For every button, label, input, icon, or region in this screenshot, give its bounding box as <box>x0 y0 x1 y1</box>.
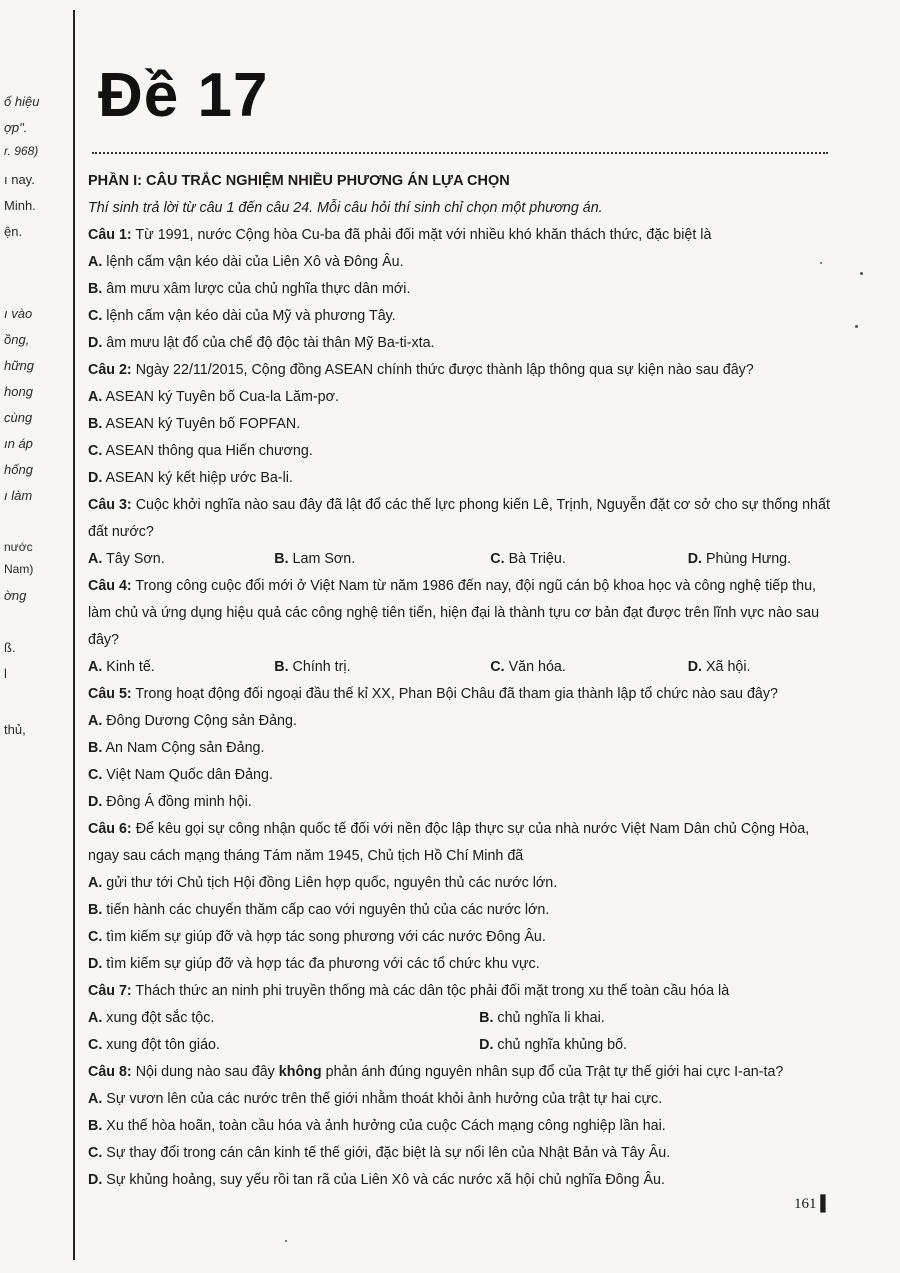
question-label: Câu 7: <box>88 983 132 999</box>
question-label: Câu 6: <box>88 821 132 837</box>
option-letter: B. <box>274 659 289 675</box>
question-text: Cuộc khởi nghĩa nào sau đây đã lật đổ các thế lực phong kiến Lê, Trịnh, Nguyễn đặt cơ sở cho sự thống nhất đất nước? <box>88 497 830 540</box>
option-text: Tây Sơn. <box>106 551 165 567</box>
option-text: Xu thế hòa hoãn, toàn cầu hóa và ảnh hưởng của cuộc Cách mạng công nghiệp lần hai. <box>106 1118 666 1134</box>
option-3c <box>490 546 687 573</box>
option-7b <box>479 1005 605 1032</box>
option-8d <box>88 1167 833 1194</box>
option-text: gửi thư tới Chủ tịch Hội đồng Liên hợp quốc, nguyên thủ các nước lớn. <box>106 875 558 891</box>
option-3b <box>274 546 490 573</box>
margin-fragment: thủ, <box>4 722 26 737</box>
instruction-text: Thí sinh trả lời từ câu 1 đến câu 24. Mỗi câu hỏi thí sinh chỉ chọn một phương án. <box>88 200 603 216</box>
option-letter: D. <box>88 470 103 486</box>
option-5a <box>88 708 833 735</box>
question-text: Ngày 22/11/2015, Cộng đồng ASEAN chính thức được thành lập thông qua sự kiện nào sau đây? <box>135 362 754 378</box>
option-letter: A. <box>88 1010 103 1026</box>
option-text: Sự vươn lên của các nước trên thế giới nhằm thoát khỏi ảnh hưởng của trật tự hai cực. <box>106 1091 663 1107</box>
option-text: âm mưu lật đổ của chế độ độc tài thân Mỹ Ba-ti-xta. <box>106 335 435 351</box>
option-6b <box>88 897 833 924</box>
option-text: Lam Sơn. <box>292 551 356 567</box>
option-text: tiến hành các chuyến thăm cấp cao với nguyên thủ của các nước lớn. <box>106 902 550 918</box>
option-3a <box>88 546 274 573</box>
option-letter: C. <box>490 551 505 567</box>
scan-speck <box>855 325 858 328</box>
left-margin-fragments <box>0 0 70 1273</box>
option-5b <box>88 735 833 762</box>
option-letter: C. <box>88 929 103 945</box>
margin-fragment: hững <box>4 358 34 373</box>
option-7c <box>88 1032 479 1059</box>
option-letter: A. <box>88 659 103 675</box>
option-text: xung đột sắc tộc. <box>106 1010 215 1026</box>
margin-fragment: ờng <box>4 588 27 603</box>
option-letter: D. <box>687 551 703 567</box>
question-text-before: Nội dung nào sau đây <box>135 1064 279 1080</box>
option-6a <box>88 870 833 897</box>
option-text: Xã hội. <box>706 659 751 675</box>
option-text: xung đột tôn giáo. <box>106 1037 220 1053</box>
question-5 <box>88 681 833 708</box>
margin-fragment: ı vào <box>4 306 33 321</box>
option-text: Sự khủng hoảng, suy yếu rồi tan rã của Liên Xô và các nước xã hội chủ nghĩa Đông Âu. <box>106 1172 665 1188</box>
option-letter: D. <box>479 1037 494 1053</box>
option-2b <box>88 411 833 438</box>
question-4 <box>88 573 833 654</box>
option-text: lệnh cấm vận kéo dài của Liên Xô và Đông Âu. <box>106 254 404 270</box>
option-letter: C. <box>88 308 103 324</box>
option-6d <box>88 951 833 978</box>
option-text: Việt Nam Quốc dân Đảng. <box>106 767 273 783</box>
option-text: Văn hóa. <box>508 659 566 675</box>
margin-fragment: hống <box>4 462 33 477</box>
option-text: chủ nghĩa khủng bố. <box>497 1037 627 1053</box>
margin-rule <box>73 10 75 1260</box>
option-letter: B. <box>88 902 103 918</box>
option-text: Đông Dương Cộng sản Đảng. <box>106 713 297 729</box>
option-text: Chính trị. <box>292 659 351 675</box>
option-text: lệnh cấm vận kéo dài của Mỹ và phương Tây. <box>106 308 396 324</box>
question-label: Câu 4: <box>88 578 132 594</box>
option-letter: C. <box>88 1037 103 1053</box>
question-1 <box>88 222 833 249</box>
option-1d <box>88 330 833 357</box>
margin-fragment: ın áp <box>4 436 33 451</box>
margin-fragment: ı làm <box>4 488 33 503</box>
question-label: Câu 3: <box>88 497 132 513</box>
question-2 <box>88 357 833 384</box>
option-text: An Nam Cộng sản Đảng. <box>105 740 265 756</box>
question-label: Câu 8: <box>88 1064 132 1080</box>
option-letter: B. <box>88 416 103 432</box>
margin-fragment: ı nay. <box>4 172 35 187</box>
question-emphasis: không <box>278 1064 322 1080</box>
margin-fragment: ß. <box>4 640 16 655</box>
question-6 <box>88 816 833 870</box>
margin-fragment: ợp". <box>4 120 28 135</box>
option-4b <box>274 654 490 681</box>
dotted-divider <box>92 152 828 154</box>
margin-fragment: l <box>4 666 7 681</box>
scan-speck <box>285 1240 287 1242</box>
option-text: ASEAN thông qua Hiến chương. <box>105 443 313 459</box>
option-text: Kinh tế. <box>106 659 155 675</box>
question-text-after: phản ánh đúng nguyên nhân sụp đổ của Trật tự thế giới hai cực I-an-ta? <box>321 1064 784 1080</box>
option-1c <box>88 303 833 330</box>
margin-fragment: ện. <box>4 224 23 239</box>
option-text: Sự thay đổi trong cán cân kinh tế thế giới, đặc biệt là sự nổi lên của Nhật Bản và Tây Âu. <box>106 1145 671 1161</box>
question-text: Thách thức an ninh phi truyền thống mà các dân tộc phải đối mặt trong xu thế toàn cầu hóa là <box>135 983 730 999</box>
scan-speck <box>860 272 863 275</box>
question-text: Để kêu gọi sự công nhận quốc tế đối với nền độc lập thực sự của nhà nước Việt Nam Dân chủ Cộng Hòa, ngay sau cách mạng tháng Tám năm 1945, Chủ tịch Hồ Chí Minh đã <box>88 821 810 864</box>
option-letter: B. <box>274 551 289 567</box>
option-7d <box>479 1032 627 1059</box>
option-letter: A. <box>88 389 103 405</box>
option-text: Bà Triệu. <box>508 551 566 567</box>
margin-fragment: Minh. <box>4 198 36 213</box>
option-text: ASEAN ký Tuyên bố Cua-la Lăm-pơ. <box>105 389 339 405</box>
option-5d <box>88 789 833 816</box>
question-text: Từ 1991, nước Cộng hòa Cu-ba đã phải đối mặt với nhiều khó khăn thách thức, đặc biệt là <box>135 227 712 243</box>
option-letter: A. <box>88 875 103 891</box>
option-letter: B. <box>88 1118 103 1134</box>
option-letter: B. <box>88 281 103 297</box>
scan-speck <box>820 262 822 264</box>
options-row-7a <box>88 1005 833 1032</box>
question-text: Trong hoạt động đối ngoại đầu thế kỉ XX, Phan Bội Châu đã tham gia thành lập tổ chức nào sau đây? <box>135 686 778 702</box>
option-letter: C. <box>88 767 103 783</box>
option-8a <box>88 1086 833 1113</box>
option-letter: C. <box>490 659 505 675</box>
margin-fragment: nước <box>4 540 33 554</box>
question-label: Câu 1: <box>88 227 132 243</box>
option-text: tìm kiếm sự giúp đỡ và hợp tác song phương với các nước Đông Âu. <box>106 929 546 945</box>
question-label: Câu 2: <box>88 362 132 378</box>
option-letter: D. <box>88 794 103 810</box>
option-letter: B. <box>88 740 103 756</box>
option-text: âm mưu xâm lược của chủ nghĩa thực dân mới. <box>106 281 411 297</box>
option-8b <box>88 1113 833 1140</box>
section-title: PHẦN I: CÂU TRẮC NGHIỆM NHIỀU PHƯƠNG ÁN LỰA CHỌN <box>88 173 510 189</box>
option-letter: D. <box>687 659 703 675</box>
margin-fragment: hong <box>4 384 33 399</box>
option-letter: B. <box>479 1010 494 1026</box>
option-text: chủ nghĩa li khai. <box>497 1010 605 1026</box>
option-1a <box>88 249 833 276</box>
margin-fragment: cùng <box>4 410 33 425</box>
option-2a <box>88 384 833 411</box>
options-row-3 <box>88 546 833 573</box>
options-row-4 <box>88 654 833 681</box>
option-3d <box>688 546 791 573</box>
option-letter: A. <box>88 254 103 270</box>
question-3 <box>88 492 833 546</box>
option-letter: A. <box>88 551 103 567</box>
question-text: Trong công cuộc đổi mới ở Việt Nam từ năm 1986 đến nay, đội ngũ cán bộ khoa học và công nghệ tiếp thu, làm chủ và ứng dụng hiệu quả các công nghệ tiên tiến, hiện đại là thành tựu cơ bản đạt được trên lĩnh vực nào sau đây? <box>88 578 820 648</box>
option-8c <box>88 1140 833 1167</box>
option-text: tìm kiếm sự giúp đỡ và hợp tác đa phương với các tổ chức khu vực. <box>106 956 540 972</box>
option-1b <box>88 276 833 303</box>
question-label: Câu 5: <box>88 686 132 702</box>
option-letter: C. <box>88 1145 103 1161</box>
page-number: 161 ▌ <box>794 1196 831 1212</box>
options-row-7b <box>88 1032 833 1059</box>
option-4d <box>688 654 751 681</box>
margin-fragment: Nam) <box>4 562 34 576</box>
option-text: Phùng Hưng. <box>706 551 792 567</box>
option-letter: D. <box>88 956 103 972</box>
question-7 <box>88 978 833 1005</box>
option-letter: D. <box>88 335 103 351</box>
page-number-text: 161 <box>794 1196 817 1212</box>
option-text: ASEAN ký kết hiệp ước Ba-li. <box>105 470 293 486</box>
option-letter: D. <box>88 1172 103 1188</box>
question-8 <box>88 1059 833 1086</box>
margin-fragment: r. 968) <box>4 144 39 158</box>
option-6c <box>88 924 833 951</box>
margin-fragment: ồng, <box>4 332 30 347</box>
option-4c <box>490 654 687 681</box>
option-text: ASEAN ký Tuyên bố FOPFAN. <box>105 416 301 432</box>
option-letter: C. <box>88 443 103 459</box>
option-2d <box>88 465 833 492</box>
option-5c <box>88 762 833 789</box>
option-letter: A. <box>88 1091 103 1107</box>
option-text: Đông Á đồng minh hội. <box>106 794 252 810</box>
option-letter: A. <box>88 713 103 729</box>
margin-fragment: ố hiệu <box>4 94 40 109</box>
option-7a <box>88 1005 479 1032</box>
option-2c <box>88 438 833 465</box>
page-title: Đề 17 <box>98 61 269 130</box>
option-4a <box>88 654 274 681</box>
exam-content <box>88 168 833 1194</box>
